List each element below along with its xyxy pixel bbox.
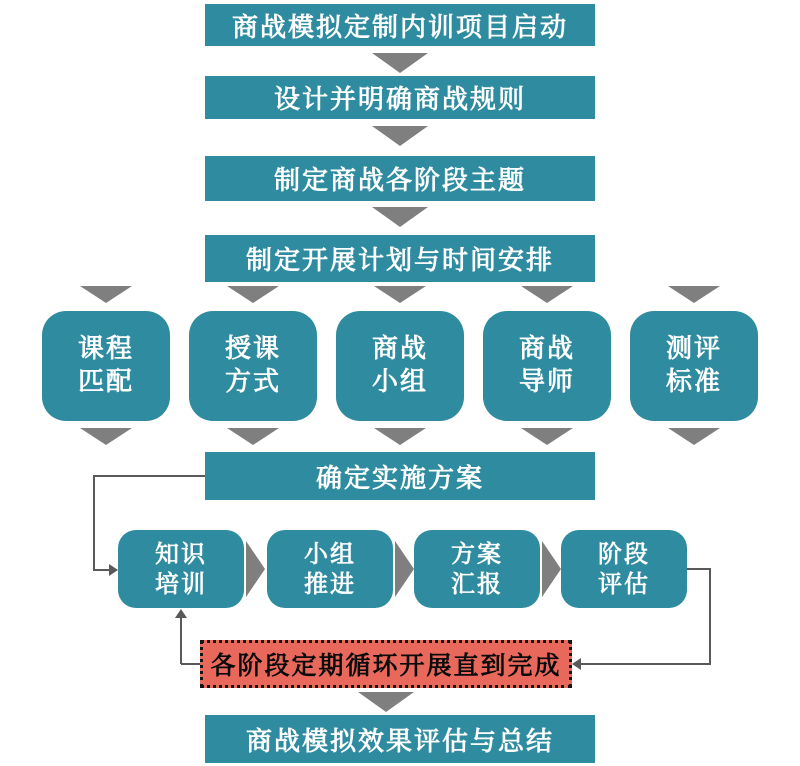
flow-node-plan-schedule-label: 制定开展计划与时间安排 bbox=[245, 246, 554, 276]
right-arrow-icon bbox=[395, 541, 414, 597]
arrowhead-right-icon bbox=[109, 564, 118, 576]
flow-node-plan-schedule bbox=[205, 235, 595, 282]
option-node-battle-groups bbox=[336, 311, 464, 421]
down-arrow-icon bbox=[358, 692, 414, 712]
down-arrow-icon bbox=[227, 428, 279, 445]
connector-line bbox=[580, 663, 710, 665]
option-label-line: 商战 bbox=[518, 334, 575, 364]
option-label-line: 匹配 bbox=[77, 367, 134, 397]
loop-node-repeat-until-done bbox=[200, 640, 572, 688]
down-arrow-icon bbox=[521, 428, 573, 445]
down-arrow-icon bbox=[80, 286, 132, 303]
cycle-label-line: 知识 bbox=[155, 540, 207, 568]
arrowhead-up-icon bbox=[175, 609, 187, 618]
option-label-line: 授课 bbox=[224, 334, 281, 364]
cycle-node-stage-evaluation bbox=[561, 530, 687, 608]
option-label-line: 方式 bbox=[224, 367, 281, 397]
flow-node-evaluation-summary bbox=[205, 715, 595, 763]
right-arrow-icon bbox=[542, 541, 561, 597]
cycle-node-knowledge-training bbox=[118, 530, 244, 608]
down-arrow-icon bbox=[374, 286, 426, 303]
cycle-label-line: 汇报 bbox=[451, 570, 503, 598]
option-node-battle-mentor bbox=[483, 311, 611, 421]
flow-node-evaluation-summary-label: 商战模拟效果评估与总结 bbox=[245, 726, 554, 757]
down-arrow-icon bbox=[372, 207, 428, 227]
flow-node-define-rules-label: 设计并明确商战规则 bbox=[273, 85, 526, 115]
loop-node-label: 各阶段定期循环开展直到完成 bbox=[210, 651, 562, 680]
option-label-line: 测评 bbox=[665, 334, 722, 364]
down-arrow-icon bbox=[521, 286, 573, 303]
option-label-line: 标准 bbox=[665, 367, 722, 397]
option-node-evaluation-criteria bbox=[630, 311, 758, 421]
down-arrow-icon bbox=[372, 126, 428, 146]
option-node-course-matching bbox=[42, 311, 170, 421]
flow-node-stage-themes-label: 制定商战各阶段主题 bbox=[273, 166, 526, 196]
flow-node-project-start-label: 商战模拟定制内训项目启动 bbox=[231, 12, 568, 43]
connector-line bbox=[709, 568, 711, 665]
down-arrow-icon bbox=[374, 428, 426, 445]
flow-node-stage-themes bbox=[205, 156, 595, 201]
flow-node-implementation-plan bbox=[205, 452, 595, 500]
cycle-label-line: 推进 bbox=[304, 570, 356, 598]
flow-node-project-start bbox=[205, 4, 595, 46]
flow-node-define-rules bbox=[205, 76, 595, 119]
cycle-label-line: 方案 bbox=[451, 540, 503, 568]
down-arrow-icon bbox=[668, 428, 720, 445]
down-arrow-icon bbox=[227, 286, 279, 303]
cycle-node-proposal-report bbox=[414, 530, 540, 608]
cycle-label-line: 阶段 bbox=[598, 540, 650, 568]
option-label-line: 课程 bbox=[77, 334, 134, 364]
cycle-label-line: 评估 bbox=[598, 570, 650, 598]
connector-line bbox=[687, 568, 710, 570]
option-label-line: 导师 bbox=[518, 367, 575, 397]
option-node-teaching-method bbox=[189, 311, 317, 421]
cycle-label-line: 培训 bbox=[155, 570, 207, 598]
flow-node-implementation-plan-label: 确定实施方案 bbox=[315, 463, 484, 494]
connector-line bbox=[181, 663, 200, 665]
connector-line bbox=[94, 475, 205, 477]
cycle-label-line: 小组 bbox=[304, 540, 356, 568]
down-arrow-icon bbox=[372, 53, 428, 73]
connector-line bbox=[93, 475, 95, 571]
option-label-line: 商战 bbox=[371, 334, 428, 364]
connector-line bbox=[180, 617, 182, 664]
cycle-node-group-progress bbox=[267, 530, 393, 608]
arrowhead-left-icon bbox=[572, 658, 581, 670]
down-arrow-icon bbox=[668, 286, 720, 303]
down-arrow-icon bbox=[80, 428, 132, 445]
option-label-line: 小组 bbox=[371, 367, 428, 397]
right-arrow-icon bbox=[246, 541, 265, 597]
